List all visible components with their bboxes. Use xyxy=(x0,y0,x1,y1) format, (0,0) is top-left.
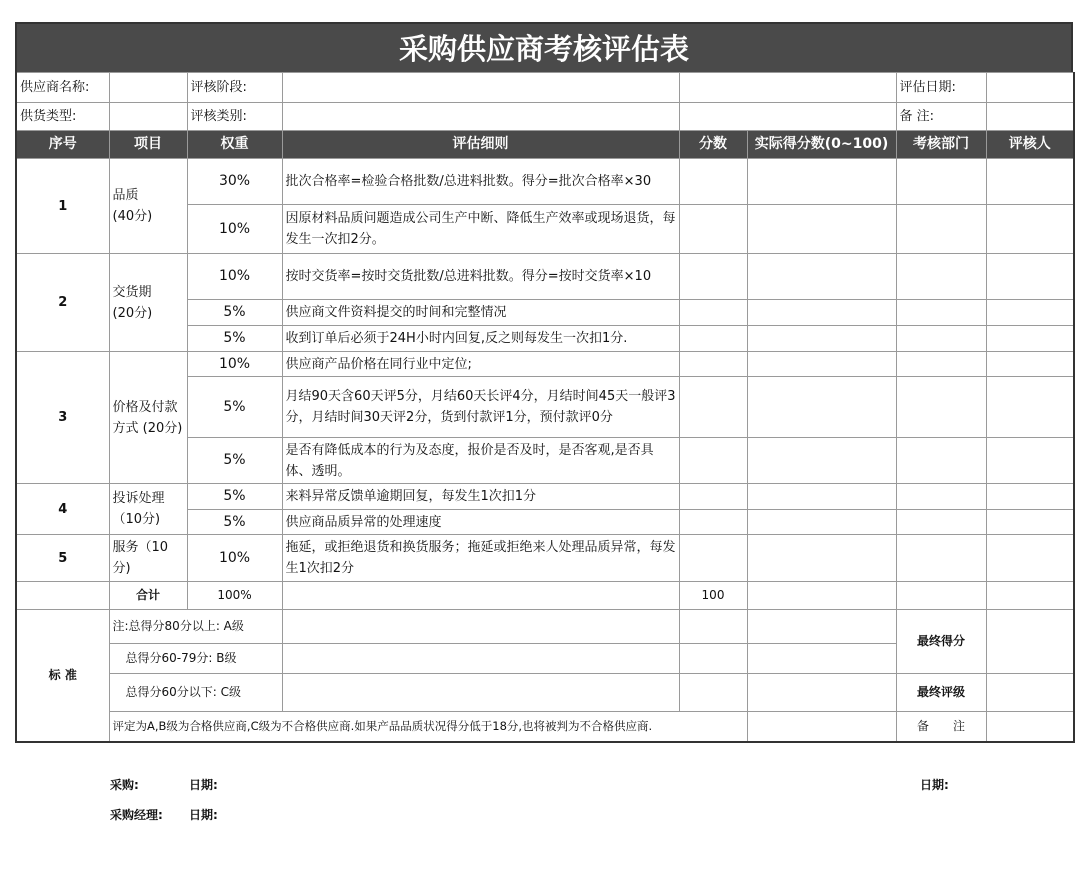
actual-score-cell[interactable] xyxy=(747,205,896,254)
sheet-title: 采购供应商考核评估表 xyxy=(15,22,1073,72)
total-dept-cell[interactable] xyxy=(896,582,986,610)
dept-cell[interactable] xyxy=(896,205,986,254)
total-reviewer-cell[interactable] xyxy=(986,582,1074,610)
table-row xyxy=(16,484,1074,510)
row-no: 2 xyxy=(16,254,109,352)
dept-cell[interactable] xyxy=(896,484,986,510)
detail: 供应商产品价格在同行业中定位; xyxy=(282,352,679,377)
standard-blank xyxy=(747,610,896,644)
score-cell[interactable] xyxy=(679,438,747,484)
standard-row xyxy=(16,610,1074,644)
standard-blank xyxy=(282,674,679,712)
remark-cell[interactable] xyxy=(986,103,1074,131)
score-cell[interactable] xyxy=(679,510,747,535)
detail: 收到订单后必须于24H小时内回复,反之则每发生一次扣1分. xyxy=(282,326,679,352)
detail: 因原材料品质问题造成公司生产中断、降低生产效率或现场退货，每发生一次扣2分。 xyxy=(282,205,679,254)
footer-purchase: 采购: xyxy=(110,778,139,792)
actual-score-cell[interactable] xyxy=(747,510,896,535)
final-remark-label: 备 注 xyxy=(896,712,986,742)
item-name: 投诉处理（10分) xyxy=(109,484,187,535)
detail: 供应商品质异常的处理速度 xyxy=(282,510,679,535)
actual-score-cell[interactable] xyxy=(747,484,896,510)
weight: 10% xyxy=(187,205,282,254)
row-no: 5 xyxy=(16,535,109,582)
score-cell[interactable] xyxy=(679,535,747,582)
final-grade-cell[interactable] xyxy=(986,674,1074,712)
dept-cell[interactable] xyxy=(896,352,986,377)
standard-blank xyxy=(679,674,747,712)
score-cell[interactable] xyxy=(679,377,747,438)
supplier-name-cell[interactable] xyxy=(109,73,187,103)
final-score-cell[interactable] xyxy=(986,610,1074,674)
dept-cell[interactable] xyxy=(896,326,986,352)
score-cell[interactable] xyxy=(679,254,747,300)
standard-note: 评定为A,B级为合格供应商,C级为不合格供应商.如果产品品质状况得分低于18分,也将被判为不合格供应商. xyxy=(109,712,747,742)
row-no: 4 xyxy=(16,484,109,535)
standard-blank xyxy=(747,644,896,674)
reviewer-cell[interactable] xyxy=(986,326,1074,352)
actual-score-cell[interactable] xyxy=(747,438,896,484)
detail: 按时交货率=按时交货批数/总进料批数。得分=按时交货率×10 xyxy=(282,254,679,300)
weight: 5% xyxy=(187,484,282,510)
date-label: 评估日期: xyxy=(896,73,986,103)
col-header: 评估细则 xyxy=(282,131,679,159)
supply-type-label: 供货类型: xyxy=(16,103,109,131)
item-name: 价格及付款方式 (20分) xyxy=(109,352,187,484)
score-cell[interactable] xyxy=(679,326,747,352)
weight: 5% xyxy=(187,510,282,535)
score-cell[interactable] xyxy=(679,300,747,326)
total-actual-cell[interactable] xyxy=(747,582,896,610)
reviewer-cell[interactable] xyxy=(986,205,1074,254)
remark-label: 备 注: xyxy=(896,103,986,131)
standard-blank xyxy=(747,712,896,742)
detail: 来料异常反馈单逾期回复，每发生1次扣1分 xyxy=(282,484,679,510)
standard-row xyxy=(16,674,1074,712)
col-header: 权重 xyxy=(187,131,282,159)
reviewer-cell[interactable] xyxy=(986,352,1074,377)
weight: 10% xyxy=(187,535,282,582)
footer-manager: 采购经理: xyxy=(110,808,163,822)
detail: 是否有降低成本的行为及态度，报价是否及时，是否客观,是否具体、透明。 xyxy=(282,438,679,484)
total-score: 100 xyxy=(679,582,747,610)
score-cell[interactable] xyxy=(679,159,747,205)
total-detail-cell xyxy=(282,582,679,610)
reviewer-cell[interactable] xyxy=(986,159,1074,205)
weight: 5% xyxy=(187,326,282,352)
stage-cell[interactable] xyxy=(282,73,679,103)
col-header: 考核部门 xyxy=(896,131,986,159)
final-score-label: 最终得分 xyxy=(896,610,986,674)
col-header: 评核人 xyxy=(986,131,1074,159)
table-row xyxy=(16,535,1074,582)
standard-row xyxy=(16,712,1074,742)
reviewer-cell[interactable] xyxy=(986,510,1074,535)
reviewer-cell[interactable] xyxy=(986,254,1074,300)
standard-blank xyxy=(282,644,679,674)
standard-line-b: 总得分60-79分: B级 xyxy=(109,644,282,674)
detail: 月结90天含60天评5分，月结60天长评4分，月结时间45天一般评3分，月结时间30天评2分，货到付款评1分，预付款评0分 xyxy=(282,377,679,438)
standard-blank xyxy=(679,644,747,674)
table-row xyxy=(16,254,1074,300)
dept-cell[interactable] xyxy=(896,510,986,535)
stage-extra-cell[interactable] xyxy=(679,73,896,103)
item-name: 品质 (40分) xyxy=(109,159,187,254)
footer-date-right: 日期: xyxy=(920,778,949,792)
table-row xyxy=(16,352,1074,377)
evaluation-sheet xyxy=(15,22,1073,743)
standard-blank xyxy=(679,610,747,644)
weight: 5% xyxy=(187,300,282,326)
footer-date-2: 日期: xyxy=(189,808,218,822)
detail: 拖延，或拒绝退货和换货服务；拖延或拒绝来人处理品质异常，每发生1次扣2分 xyxy=(282,535,679,582)
supply-type-cell[interactable] xyxy=(109,103,187,131)
row-no: 3 xyxy=(16,352,109,484)
row-no: 1 xyxy=(16,159,109,254)
weight: 30% xyxy=(187,159,282,205)
col-header: 分数 xyxy=(679,131,747,159)
standard-label: 标 准 xyxy=(16,610,109,742)
score-cell[interactable] xyxy=(679,205,747,254)
evaluation-table xyxy=(15,72,1075,743)
score-cell[interactable] xyxy=(679,352,747,377)
column-header-row xyxy=(16,131,1074,159)
standard-blank xyxy=(747,674,896,712)
standard-blank xyxy=(282,610,679,644)
detail: 批次合格率=检验合格批数/总进料批数。得分=批次合格率×30 xyxy=(282,159,679,205)
category-extra-cell[interactable] xyxy=(679,103,896,131)
actual-score-cell[interactable] xyxy=(747,254,896,300)
dept-cell[interactable] xyxy=(896,535,986,582)
total-row xyxy=(16,582,1074,610)
date-cell[interactable] xyxy=(986,73,1074,103)
item-name: 服务（10分) xyxy=(109,535,187,582)
weight: 10% xyxy=(187,352,282,377)
reviewer-cell[interactable] xyxy=(986,377,1074,438)
weight: 5% xyxy=(187,377,282,438)
actual-score-cell[interactable] xyxy=(747,377,896,438)
col-header: 序号 xyxy=(16,131,109,159)
col-header: 项目 xyxy=(109,131,187,159)
category-label: 评核类别: xyxy=(187,103,282,131)
reviewer-cell[interactable] xyxy=(986,484,1074,510)
final-remark-cell[interactable] xyxy=(986,712,1074,742)
supplier-name-label: 供应商名称: xyxy=(16,73,109,103)
item-name: 交货期 (20分) xyxy=(109,254,187,352)
standard-line-a: 注:总得分80分以上: A级 xyxy=(109,610,282,644)
standard-line-c: 总得分60分以下: C级 xyxy=(109,674,282,712)
final-grade-label: 最终评级 xyxy=(896,674,986,712)
col-header: 实际得分数(0~100) xyxy=(747,131,896,159)
total-blank xyxy=(16,582,109,610)
actual-score-cell[interactable] xyxy=(747,326,896,352)
actual-score-cell[interactable] xyxy=(747,535,896,582)
detail: 供应商文件资料提交的时间和完整情况 xyxy=(282,300,679,326)
stage-label: 评核阶段: xyxy=(187,73,282,103)
dept-cell[interactable] xyxy=(896,377,986,438)
actual-score-cell[interactable] xyxy=(747,352,896,377)
actual-score-cell[interactable] xyxy=(747,159,896,205)
reviewer-cell[interactable] xyxy=(986,438,1074,484)
footer-date-1: 日期: xyxy=(189,778,218,792)
total-label: 合计 xyxy=(109,582,187,610)
dept-cell[interactable] xyxy=(896,254,986,300)
actual-score-cell[interactable] xyxy=(747,300,896,326)
weight: 10% xyxy=(187,254,282,300)
weight: 5% xyxy=(187,438,282,484)
reviewer-cell[interactable] xyxy=(986,300,1074,326)
dept-cell[interactable] xyxy=(896,300,986,326)
dept-cell[interactable] xyxy=(896,438,986,484)
score-cell[interactable] xyxy=(679,484,747,510)
table-row xyxy=(16,159,1074,205)
total-weight: 100% xyxy=(187,582,282,610)
category-cell[interactable] xyxy=(282,103,679,131)
dept-cell[interactable] xyxy=(896,159,986,205)
reviewer-cell[interactable] xyxy=(986,535,1074,582)
